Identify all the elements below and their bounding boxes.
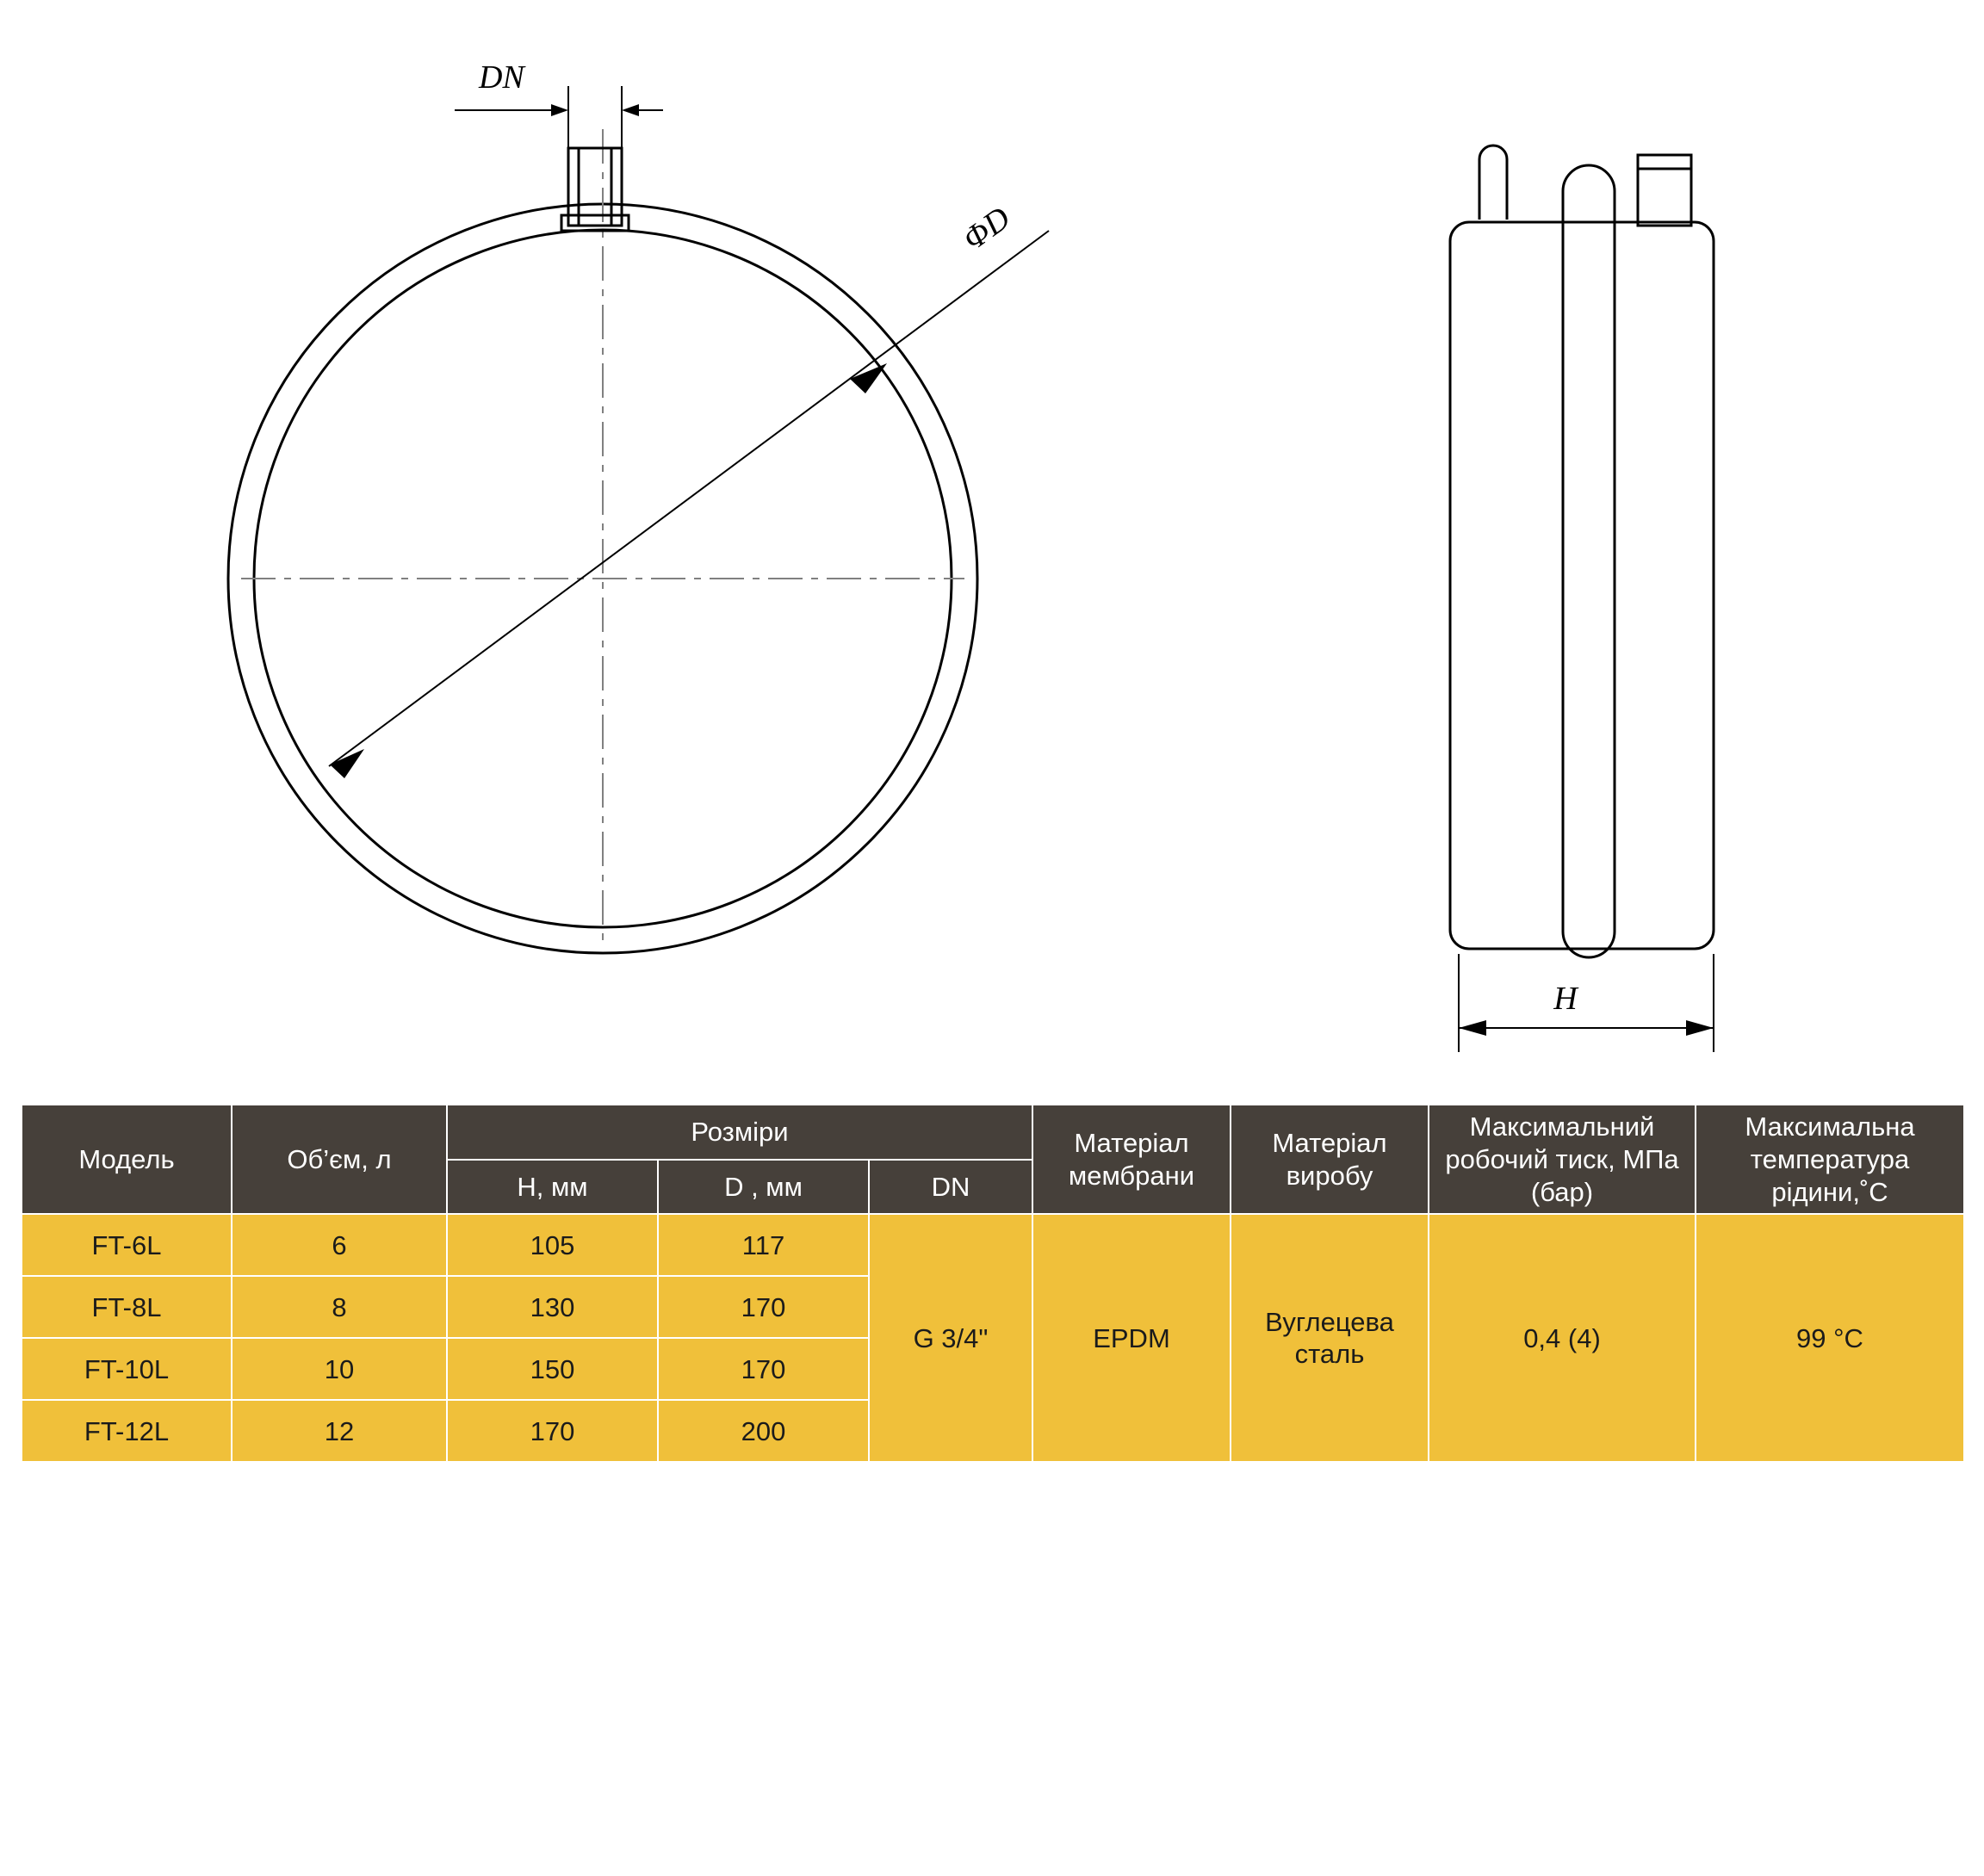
cell-d: 170 [658, 1338, 869, 1400]
side-view [1450, 145, 1714, 957]
cell-volume: 8 [232, 1276, 447, 1338]
col-header-model: Модель [22, 1105, 232, 1214]
air-valve-pin [1479, 145, 1507, 220]
cell-model: FT-12L [22, 1400, 232, 1462]
h-dimension-label: H [1553, 981, 1578, 1017]
side-view-nozzle [1638, 155, 1691, 226]
cell-max-temperature: 99 °C [1696, 1214, 1964, 1462]
cell-d: 117 [658, 1214, 869, 1276]
cell-d: 200 [658, 1400, 869, 1462]
diameter-dimension-label: ΦD [956, 200, 1017, 258]
cell-d: 170 [658, 1276, 869, 1338]
cell-product-material: Вуглецева сталь [1231, 1214, 1429, 1462]
dn-dimension [455, 86, 663, 159]
col-header-dimensions-group: Розміри [447, 1105, 1032, 1160]
cell-max-pressure: 0,4 (4) [1429, 1214, 1696, 1462]
cell-dn: G 3/4" [869, 1214, 1032, 1462]
cell-membrane-material: EPDM [1032, 1214, 1231, 1462]
col-header-dn: DN [869, 1160, 1032, 1215]
cell-h: 150 [447, 1338, 658, 1400]
tank-body-profile [1450, 222, 1714, 949]
cell-h: 105 [447, 1214, 658, 1276]
dn-dimension-label: DN [479, 59, 524, 96]
cell-h: 130 [447, 1276, 658, 1338]
front-view-nozzle [561, 148, 629, 231]
membrane-rib [1563, 165, 1615, 957]
cell-h: 170 [447, 1400, 658, 1462]
table-header [22, 1105, 1964, 1214]
table-row [22, 1214, 1964, 1276]
col-header-max-temperature: Максимальна температура рідини,˚C [1696, 1105, 1964, 1214]
col-header-d: D , мм [658, 1160, 869, 1215]
cell-volume: 6 [232, 1214, 447, 1276]
col-header-membrane-material: Матеріал мембрани [1032, 1105, 1231, 1214]
diameter-dimension [329, 231, 1049, 778]
center-lines [241, 129, 964, 943]
col-header-product-material: Матеріал виробу [1231, 1105, 1429, 1214]
cell-volume: 12 [232, 1400, 447, 1462]
table-body [22, 1214, 1964, 1462]
specification-table [21, 1104, 1965, 1463]
h-dimension [1459, 954, 1714, 1052]
cell-volume: 10 [232, 1338, 447, 1400]
cell-model: FT-8L [22, 1276, 232, 1338]
col-header-max-pressure: Максимальний робочий тиск, МПа (бар) [1429, 1105, 1696, 1214]
cell-model: FT-10L [22, 1338, 232, 1400]
col-header-volume: Об’єм, л [232, 1105, 447, 1214]
table-header-row-1 [22, 1105, 1964, 1160]
cell-model: FT-6L [22, 1214, 232, 1276]
col-header-h: H, мм [447, 1160, 658, 1215]
